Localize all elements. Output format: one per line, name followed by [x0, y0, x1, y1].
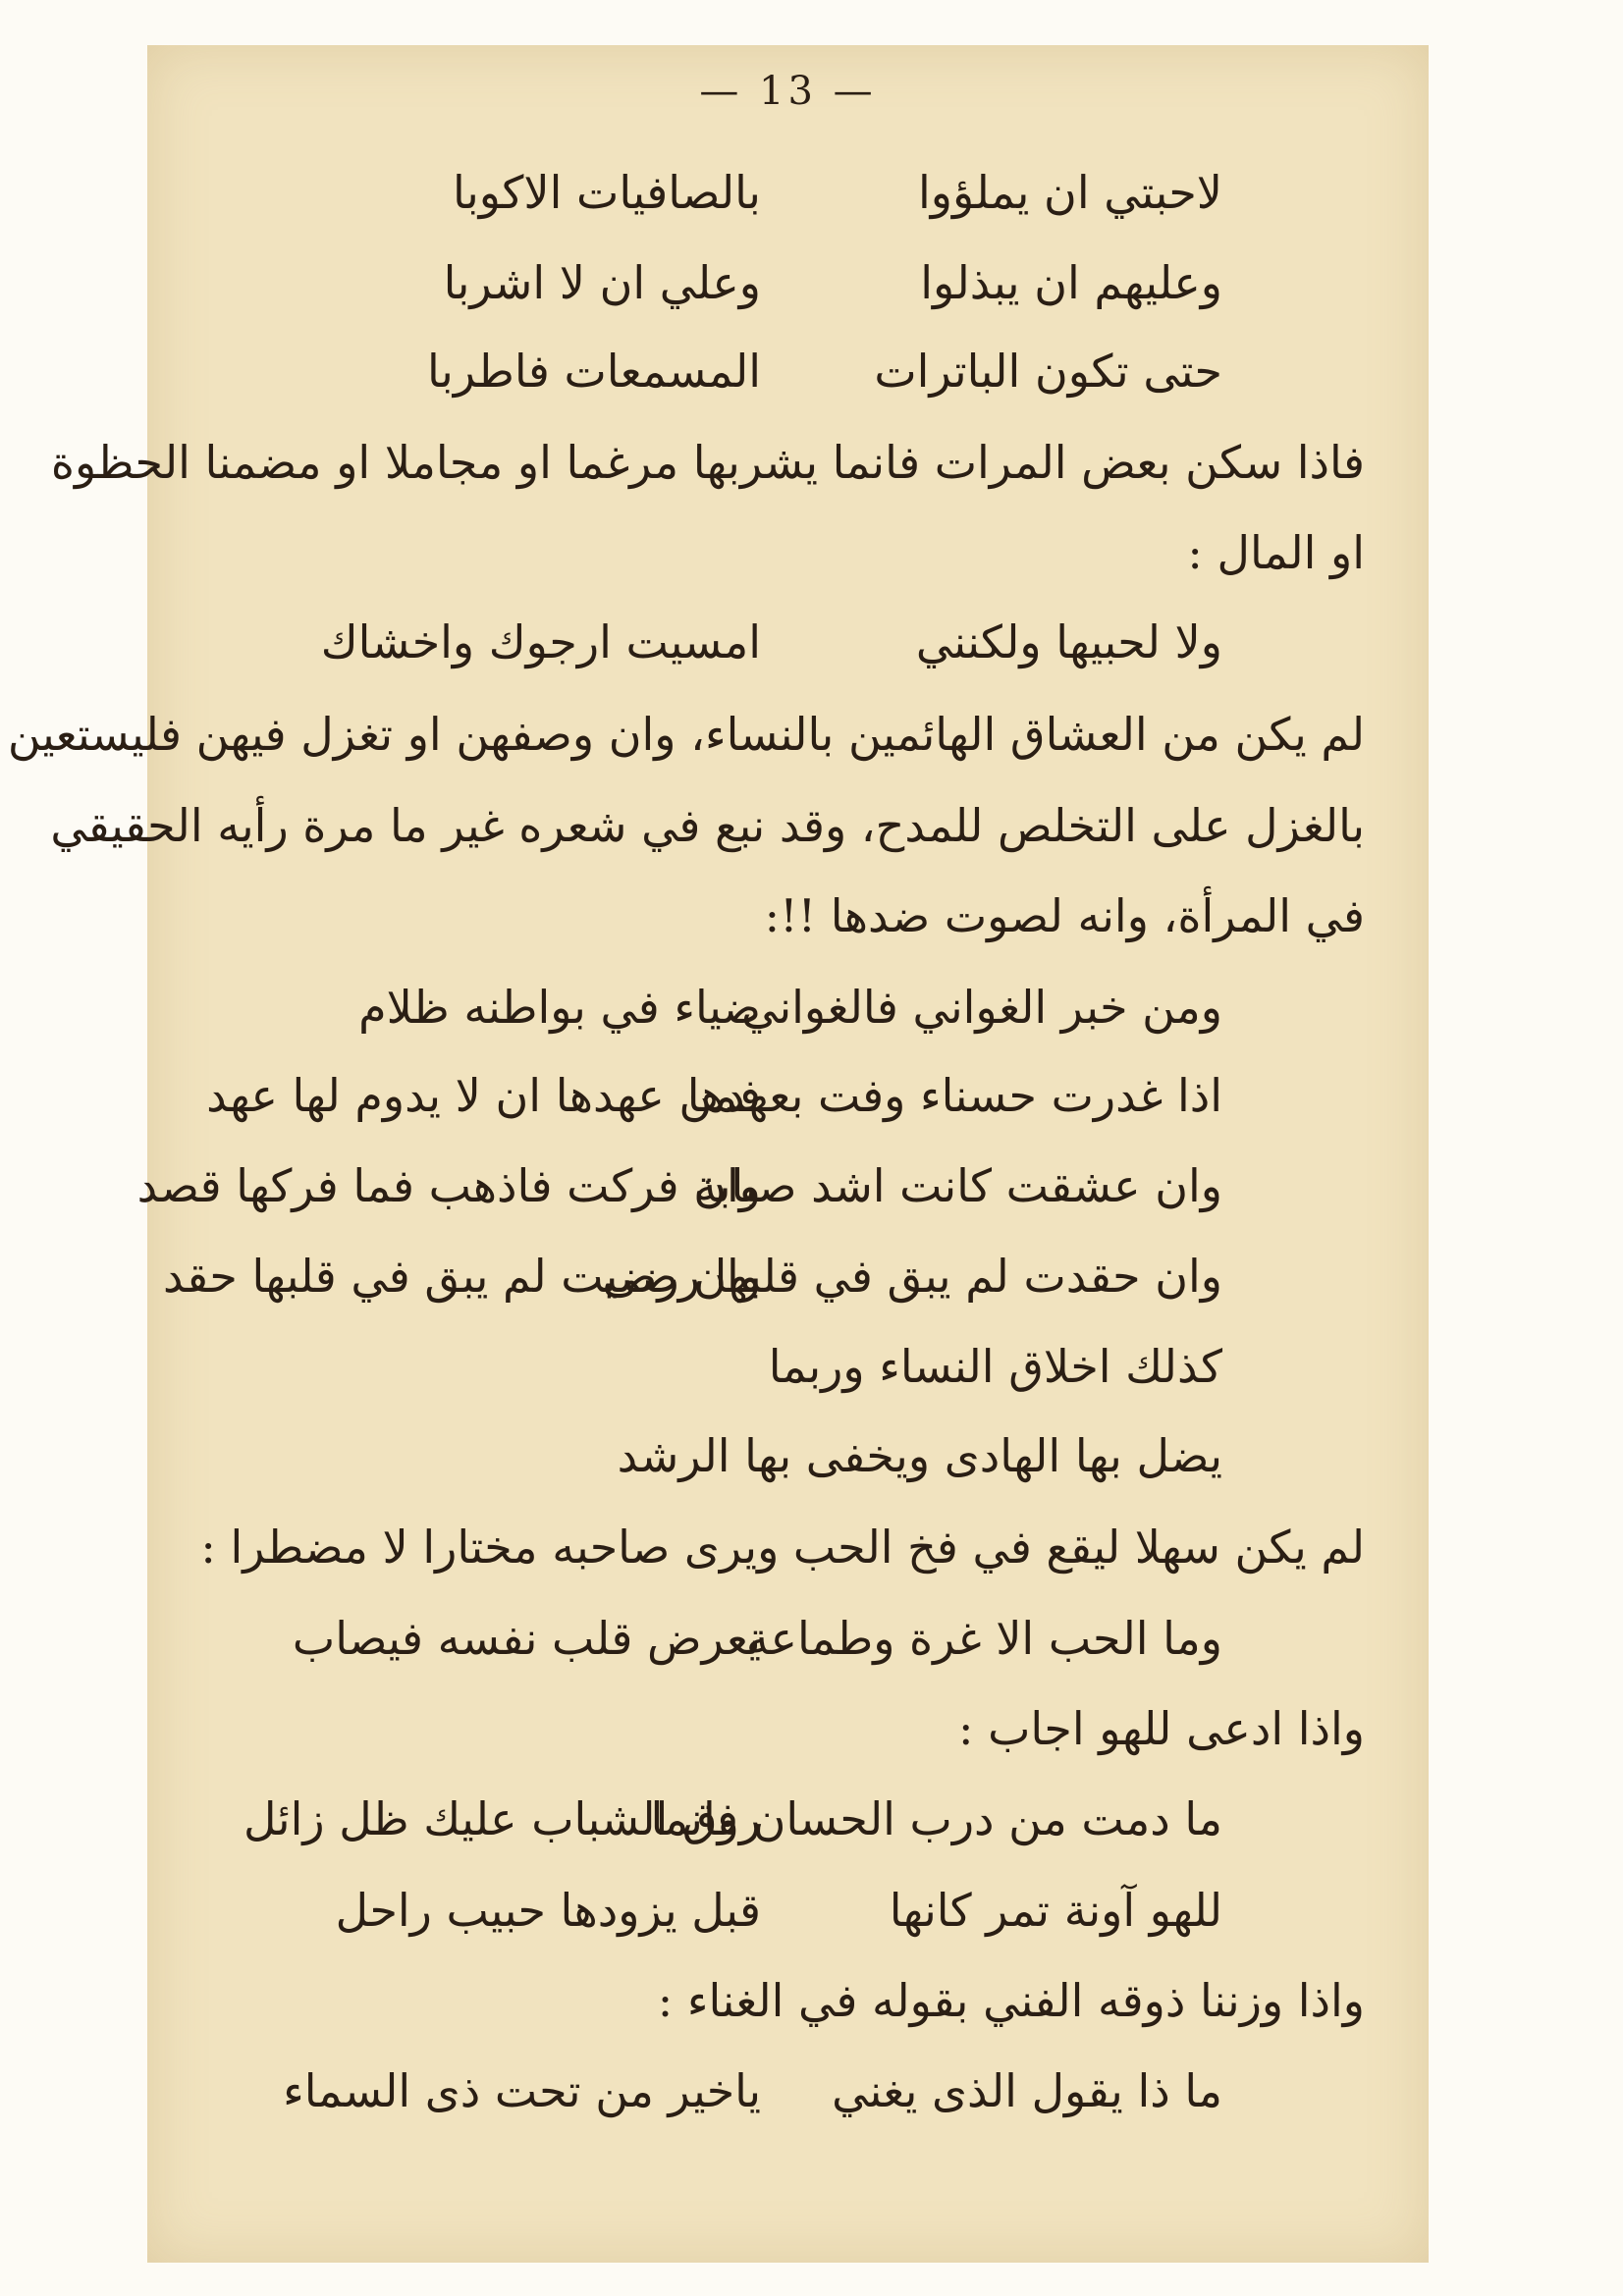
verse-first-hemistich: وان عشقت كانت اشد صبابة	[694, 1159, 1222, 1212]
page-number: — 13 —	[699, 69, 877, 114]
verse-second-hemistich: امسيت ارجوك واخشاك	[320, 615, 761, 668]
verse-first-hemistich: وعليهم ان يبذلوا	[920, 256, 1222, 309]
prose-line: لم يكن من العشاق الهائمين بالنساء، وان وصفهن او تغزل فيهن فليستعين	[7, 708, 1365, 761]
verse-second-hemistich: فمن عهدها ان لا يدوم لها عهد	[206, 1069, 761, 1122]
verse-second-hemistich: بالصافيات الاكوبا	[452, 166, 761, 219]
verse-second-hemistich: يعرض قلب نفسه فيصاب	[292, 1612, 761, 1665]
prose-line: او المال :	[1187, 526, 1365, 579]
verse-line	[191, 163, 1222, 222]
prose-line: واذا وزننا ذوقه الفني بقوله في الغناء :	[657, 1974, 1365, 2027]
verse-line	[191, 978, 1222, 1037]
verse-line	[191, 253, 1222, 312]
verse-line	[191, 1066, 1222, 1125]
verse-line	[191, 1881, 1222, 1940]
verse-first-hemistich: وما الحب الا غرة وطماعة	[745, 1612, 1222, 1665]
verse-first-hemistich: اذا غدرت حسناء وفت بعهدها	[686, 1069, 1222, 1122]
prose-line: لم يكن سهلا ليقع في فخ الحب ويرى صاحبه مختارا لا مضطرا :	[200, 1521, 1365, 1574]
verse-line	[191, 2061, 1222, 2120]
verse-second-hemistich: روق الشباب عليك ظل زائل	[243, 1792, 761, 1845]
verse-first-hemistich: ومن خبر الغواني فالغواني	[740, 981, 1222, 1034]
verse-first-hemistich: ولا لحبيها ولكنني	[915, 615, 1222, 668]
verse-second-hemistich: ضياء في بواطنه ظلام	[358, 981, 761, 1034]
verse-line: كذلك اخلاق النساء وربما	[768, 1340, 1222, 1393]
verse-first-hemistich: ما دمت من درب الحسان فانما	[650, 1792, 1222, 1845]
verse-first-hemistich: لاحبتي ان يملؤوا	[918, 166, 1222, 219]
verse-line	[191, 1609, 1222, 1668]
verse-first-hemistich: وان حقدت لم يبق في قلبها رضى	[602, 1250, 1222, 1303]
verse-line	[191, 342, 1222, 400]
verse-second-hemistich: قبل يزودها حبيب راحل	[335, 1884, 761, 1937]
verse-line	[191, 1789, 1222, 1848]
verse-second-hemistich: المسمعات فاطربا	[427, 345, 761, 398]
verse-first-hemistich: للهو آونة تمر كانها	[889, 1884, 1222, 1937]
prose-line: بالغزل على التخلص للمدح، وقد نبع في شعره غير ما مرة رأيه الحقيقي	[50, 799, 1365, 852]
verse-second-hemistich: وان فركت فاذهب فما فركها قصد	[136, 1159, 761, 1212]
prose-line: فاذا سكن بعض المرات فانما يشربها مرغما او مجاملا او مضمنا الحظوة	[50, 436, 1365, 489]
book-page	[7, 45, 1429, 2263]
verse-line	[191, 613, 1222, 671]
verse-first-hemistich: ما ذا يقول الذى يغني	[832, 2064, 1222, 2117]
verse-second-hemistich: وان رضيت لم يبق في قلبها حقد	[162, 1250, 761, 1303]
verse-line	[162, 1247, 1222, 1306]
prose-line: واذا ادعى للهو اجاب :	[957, 1702, 1365, 1755]
prose-line: في المرأة، وانه لصوت ضدها !!:	[764, 889, 1365, 942]
verse-second-hemistich: ياخير من تحت ذى السماء	[283, 2064, 761, 2117]
verse-line	[136, 1156, 1222, 1215]
verse-second-hemistich: وعلي ان لا اشربا	[443, 256, 761, 309]
verse-first-hemistich: حتى تكون الباترات	[874, 345, 1222, 398]
verse-line: يضل بها الهادى ويخفى بها الرشد	[617, 1429, 1222, 1482]
